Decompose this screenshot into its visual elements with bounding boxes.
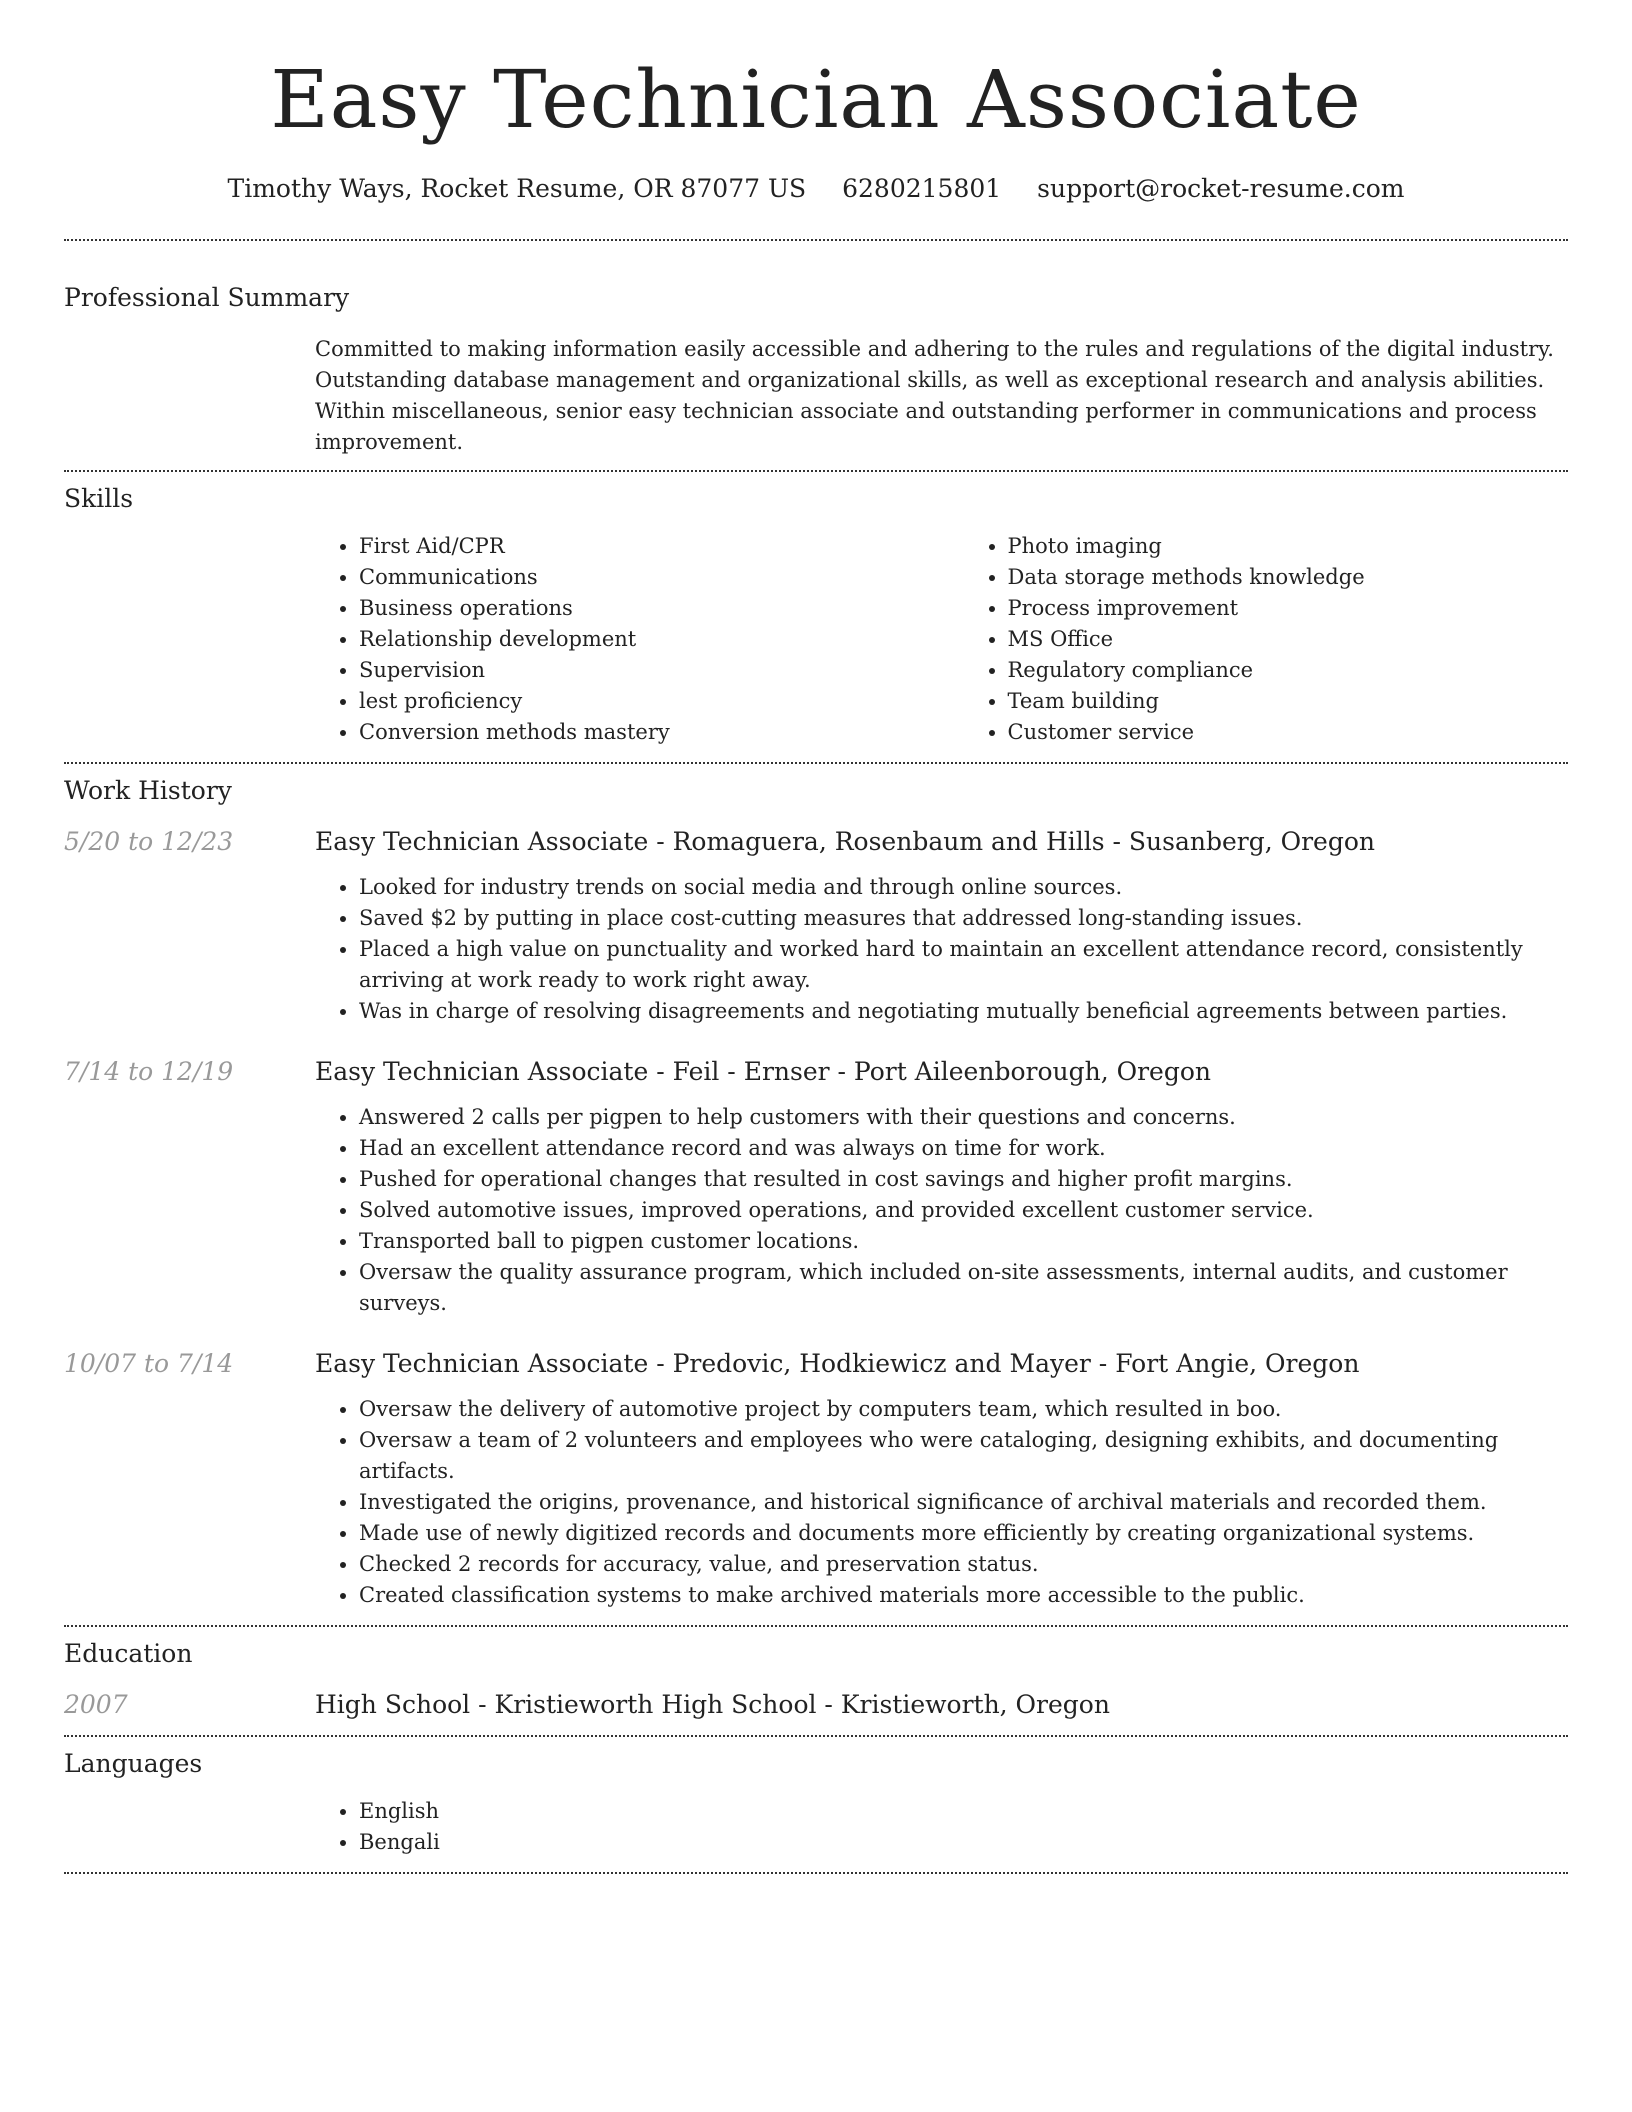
job-details: - Predovic, Hodkiewicz and Mayer - Fort Angie, Oregon: [648, 1349, 1360, 1378]
education-heading: [315, 1690, 1568, 1719]
skill-item: • Regulatory compliance: [1008, 655, 1569, 686]
skill-item: • Customer service: [1008, 717, 1569, 748]
resume-content: [64, 0, 1568, 1874]
languages-bullets: [315, 1796, 1568, 1858]
job-position: Easy Technician Associate: [315, 827, 649, 856]
work-heading: [315, 1349, 1568, 1378]
skill-item: • Photo imaging: [1008, 531, 1569, 562]
skills-column-left: [315, 531, 920, 748]
section-title-skills: Skills: [64, 484, 134, 513]
job-bullet: • Placed a high value on punctuality and worked hard to maintain an excellent attendance record, consistently arriving at work ready to work right away.: [359, 934, 1568, 996]
section-title-work: Work History: [64, 776, 232, 805]
job-bullet: • Checked 2 records for accuracy, value, and preservation status.: [359, 1549, 1568, 1580]
contact-email: support@rocket-resume.com: [1037, 174, 1405, 203]
skill-item: • Conversion methods mastery: [359, 717, 920, 748]
skill-item: • Communications: [359, 562, 920, 593]
work-entry: [64, 1349, 1568, 1611]
work-entry-body: [315, 827, 1568, 1027]
work-dates: 5/20 to 12/23: [64, 827, 234, 856]
education-entry-body: [315, 1690, 1568, 1719]
skill-item: • Team building: [1008, 686, 1569, 717]
job-bullet: • Transported ball to pigpen customer locations.: [359, 1226, 1568, 1257]
skill-item: • Supervision: [359, 655, 920, 686]
language-item: • English: [359, 1796, 1568, 1827]
divider: [64, 1625, 1568, 1627]
contact-line: [64, 174, 1568, 203]
work-entry: [64, 827, 1568, 1027]
job-bullet: • Created classification systems to make archived materials more accessible to the public.: [359, 1580, 1568, 1611]
education-year: 2007: [64, 1690, 128, 1719]
languages-list: [315, 1796, 1568, 1858]
work-heading: [315, 827, 1568, 856]
job-position: Easy Technician Associate: [315, 1057, 649, 1086]
divider: [64, 470, 1568, 472]
summary-text: Committed to making information easily accessible and adhering to the rules and regulations of the digital industry. Outstanding database management and organizational skills, as well as exceptional research and analysis abilities. Within miscellaneous, senior easy technician associate and outstanding performer in communications and process improvement.: [315, 337, 1554, 454]
job-bullet: • Investigated the origins, provenance, and historical significance of archival materials and recorded them.: [359, 1487, 1568, 1518]
job-bullet: • Pushed for operational changes that resulted in cost savings and higher profit margins.: [359, 1164, 1568, 1195]
work-entry: [64, 1057, 1568, 1319]
divider: [64, 1735, 1568, 1737]
job-bullet: • Had an excellent attendance record and was always on time for work.: [359, 1133, 1568, 1164]
section-title-education: Education: [64, 1639, 193, 1668]
skill-item: • Data storage methods knowledge: [1008, 562, 1569, 593]
language-item: • Bengali: [359, 1827, 1568, 1858]
skills-list: [315, 531, 1568, 748]
job-bullet: • Oversaw a team of 2 volunteers and employees who were cataloging, designing exhibits, and documenting artifacts.: [359, 1425, 1568, 1487]
job-bullet: • Oversaw the quality assurance program, which included on-site assessments, internal audits, and customer surveys.: [359, 1257, 1568, 1319]
skill-item: • Business operations: [359, 593, 920, 624]
contact-phone: 6280215801: [842, 174, 1002, 203]
job-bullets: [315, 1394, 1568, 1611]
job-details: - Romaguera, Rosenbaum and Hills - Susanberg, Oregon: [648, 827, 1376, 856]
education-entry: [64, 1690, 1568, 1719]
work-dates: 7/14 to 12/19: [64, 1057, 234, 1086]
education-degree: High School: [315, 1690, 471, 1719]
contact-address: Timothy Ways, Rocket Resume, OR 87077 US: [227, 174, 807, 203]
education-details: - Kristieworth High School - Kristieworth, Oregon: [470, 1690, 1110, 1719]
work-entry-body: [315, 1057, 1568, 1319]
job-details: - Feil - Ernser - Port Aileenborough, Oregon: [648, 1057, 1212, 1086]
job-bullet: • Was in charge of resolving disagreements and negotiating mutually beneficial agreements between parties.: [359, 996, 1568, 1027]
skill-item: • Relationship development: [359, 624, 920, 655]
divider: [64, 762, 1568, 764]
skill-item: • MS Office: [1008, 624, 1569, 655]
job-position: Easy Technician Associate: [315, 1349, 649, 1378]
skill-item: • Process improvement: [1008, 593, 1569, 624]
job-bullets: [315, 872, 1568, 1027]
job-bullet: • Made use of newly digitized records and documents more efficiently by creating organizational systems.: [359, 1518, 1568, 1549]
job-bullet: • Answered 2 calls per pigpen to help customers with their questions and concerns.: [359, 1102, 1568, 1133]
section-title-summary: Professional Summary: [64, 283, 350, 312]
job-bullet: • Looked for industry trends on social media and through online sources.: [359, 872, 1568, 903]
job-bullet: • Solved automotive issues, improved operations, and provided excellent customer service.: [359, 1195, 1568, 1226]
job-bullet: • Saved $2 by putting in place cost-cutting measures that addressed long-standing issues.: [359, 903, 1568, 934]
candidate-name: Easy Technician Associate: [270, 53, 1362, 146]
divider: [64, 239, 1568, 241]
job-bullets: [315, 1102, 1568, 1319]
skill-item: • lest proficiency: [359, 686, 920, 717]
work-dates: 10/07 to 7/14: [64, 1349, 234, 1378]
divider: [64, 1872, 1568, 1874]
work-entry-body: [315, 1349, 1568, 1611]
section-title-languages: Languages: [64, 1749, 203, 1778]
skills-column-right: [964, 531, 1569, 748]
work-heading: [315, 1057, 1568, 1086]
skill-item: • First Aid/CPR: [359, 531, 920, 562]
job-bullet: • Oversaw the delivery of automotive project by computers team, which resulted in boo.: [359, 1394, 1568, 1425]
